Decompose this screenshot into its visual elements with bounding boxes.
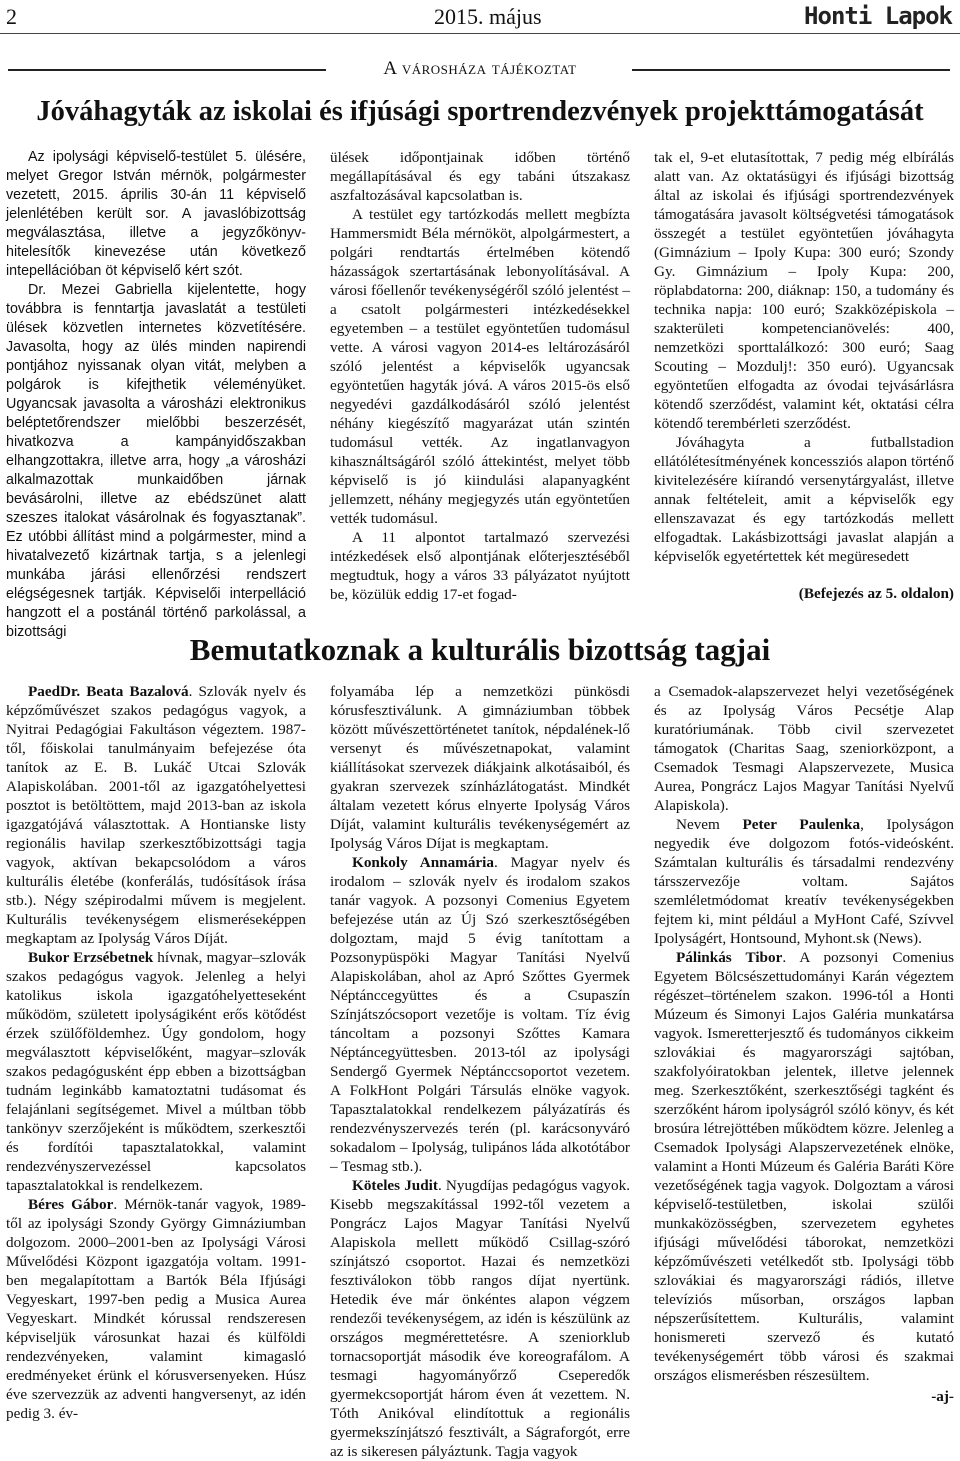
person-name: PaedDr. Beata Bazalová: [28, 683, 189, 700]
article1-paragraph: tak el, 9-et elutasítottak, 7 pedig még elbírálás alatt van. Az oktatásügyi és ifjúsági bizottság által az iskolai és ifjúsági sportrendezvények támogatására javasolt költségvetési támogatások összegét a testület egyöntetűen jóváhagyta (Gimnázium – Ipoly Kupa: 300 euró; Szondy Gy. Gimnázium – Ipoly Kupa: 200, röplabdatorna: 200, diáknap: 150, a tudomány és technika napja: 100 euró; Szakközépiskola – szakterületi kompetencianövelés: 400, nemzetközi sporttalálkozó: 300 euró; Saag Scouting – Mozdulj!: 350 euró). Ugyancsak egyöntetűen elfogadta az óvodai tejvásárlásra kötendő szerződést, valamint két, oktatási célra kötendő terembérleti szerződést.: [654, 149, 954, 432]
profile-text: . Magyar nyelv és irodalom – szlovák nyelv és irodalom szakos tanár vagyok. A pozsonyi Comenius Egyetem befejezése után az Új Szó szerkesztőségében dolgoztam, majd 5 évig tanítottam a Pozsonypüspöki Magyar Tanítási Nyelvű Alapiskolában, ahol az Apró Szőttes Gyermek Néptánccegyüttes és a Csupaszín Színjátszócsoport vezetője is voltam. Tíz évig táncoltam a pozsonyi Szőttes Kamara Néptáncegyüttesben. 2013-tól az ipolysági Sendergő Gyermek Néptáncсsoportot vezetem. A FolkHont Polgári Társulás elnöke vagyok. Tapasztalatokkal rendelkezem pályázatírás és rendezvényszervezés terén (pl. karácsonyváró sokadalom – Ipolyság, tulipános láda alkotótábor – Tesmag stb.).: [330, 854, 631, 1175]
article1-paragraph: A 11 alpontot tartalmazó szervezési intézkedések első alpontjának előterjesztéséből megtudtuk, hogy a város 33 pályázatot nyújtott be, közülük eddig 17-et fogad-: [330, 529, 630, 603]
article1-headline: Jóváhagyták az iskolai és ifjúsági sportrendezvények projekttámogatását: [36, 96, 924, 127]
continuation-note: (Befejezés az 5. oldalon): [798, 585, 954, 602]
section-rule-right: [632, 69, 950, 71]
article1-column-1: [6, 148, 306, 642]
person-name: Peter Paulenka: [742, 816, 861, 833]
profile-text: . A pozsonyi Comenius Egyetem Bölcsészettudományi Karán végeztem régészet–történelem szakon. 1996-tól a Honti Múzeum és Simonyi Lajos Galéria munkatársa vagyok. Ismeretterjesztő és tudományos cikkeim szlovákiai és magyarországi sajtóban, szakfolyóiratokban jelentek, illetve jelennek meg. Szerkesztőként, szerkesztőségi tagként és szerzőként három ipolyságról szóló könyv, és két brosúra létrejöttében működtem közre. Jelenleg a Csemadok Ipolysági Alapszervezetének elnöke, valamint a Honti Múzeum és Galéria Baráti Köre vezetőségének tagja vagyok. Dolgoztam a városi képviselő-testületben, iskolai szülői munkaközösségben, szervezetem egyhetes ifjúsági művelődési táborokat, nemzetközi képzőművészeti vetélkedőt stb. Ipolysági több szlovákiai és magyarországi rádiós, illetve televíziós műsorban, országos lapban népszerűsítettem. Kulturális, valamint honismereti szervező és kutató tevékenységemért több városi és szakmai országos elismerésben részesültem.: [654, 949, 954, 1384]
profile-paragraph: [654, 815, 954, 948]
article1-paragraph: Az ipolysági képviselő-testület 5. ülésére, melyet Gregor István mérnök, polgármester vezetett, 2015. április 30-án 11 képviselő jelenlétében került sor. A javaslóbizottság megválasztása, illetve a jegyzőkönyv-hitelesítők kinevezése után következő intepellációban öt képviselő kért szót.: [6, 149, 306, 279]
section-rule-left: [8, 69, 326, 71]
profile-paragraph: [330, 853, 630, 1176]
profile-text: . Nyugdíjas pedagógus vagyok. Kisebb megszakítással 1992-től vezetem a Pongrácz Lajos Magyar Tanítási Nyelvű Alapiskola mellett működő Csillag-szóró színjátszó csoportot. Hazai és nemzetközi fesztiválokon több rangos díjat nyertünk. Hetedik éve már önkéntes alapon végzem rendezői tevékenységem, az idén is készülünk az országos megmérettetésre. A szeniorklub tornacsoportját második éve koreografálom. A tesmagi hagyományőrző Cseperedők gyermekcsoportját három éven át vezettem. N. Tóth Anikóval elindítottuk a regionális gyermekszínjátszó fesztivált, a Ságraforgót, erre az is sikeresen pályáztunk. Tagja vagyok: [330, 1177, 631, 1460]
author-signature: -aj-: [931, 1388, 954, 1405]
section-title: A városháza tájékoztat: [383, 58, 577, 79]
profile-text: . Mérnök-tanár vagyok, 1989-től az ipolysági Szondy György Gimnáziumban dolgozom. 2000–2001-ben az Ipolysági Városi Művelődési Központ igazgatója voltam. 1991-ben megalapítottam a Bartók Béla Ifjúsági Vegyeskart, 1997-ben pedig a Musica Aurea Vegyeskart. Mindkét kórussal rendszeresen képviseljük városunkat hazai és külföldi rendezvényeken, valamint kimagasló eredményeket érünk el kórusversenyeken. Húsz éve szervezzük az adventi hangversenyt, az idén pedig 3. év-: [6, 1196, 306, 1422]
page-number: 2: [6, 4, 17, 29]
profile-paragraph: [6, 682, 306, 948]
person-name: Bukor Erzsébetnek: [28, 949, 154, 966]
article1-column-2: [330, 148, 630, 604]
profile-text: , Ipolyságon negyedik éve dolgozom fotós-videósként. Számtalan kulturális és társadalmi rendezvény társszervezője voltam. Sajátos szemléletmódomat kreatív tevékenységekben fejtem ki, mint például a MyHont Café, Szívvel Ipolyságért, Hontsound, Myhont.sk (News).: [654, 816, 954, 947]
profile-text: Nevem: [676, 816, 743, 833]
profile-paragraph: [330, 1176, 630, 1461]
section-heading: [0, 56, 960, 86]
profile-paragraph: folyamába lép a nemzetközi pünkösdi kórusfesztiválunk. A gimnáziumban többek között művészettörténetet tanítok, népdalének-lő versenyt és művészetnapokat, valamint kiállításokat szervezek diákjaink alkotásaiból, és gyakran szervezek színházlátogatást. Mindkét általam vezetett kórus elnyerte Ipolyság Város Díját, valamint kulturális tevékenységemért az Ipolyság Város Díjat is megkaptam.: [330, 683, 630, 852]
article2-headline: Bemutatkoznak a kulturális bizottság tagjai: [189, 632, 771, 667]
person-name: Köteles Judit: [352, 1177, 438, 1194]
profile-paragraph: [6, 948, 306, 1195]
article2-column-2: [330, 682, 630, 1461]
article1-paragraph: Jóváhagyta a futballstadion ellátólétesítményének koncessziós alapon történő kivitelezésére kiírandó versenytárgyalást, illetve annak feltételeit, amit a képviselők egy ellenszavazat és egy tartózkodás mellett elfogadtak. Lakásbizottsági javaslat alapján a képviselők egyetértettek két megüresedett: [654, 434, 954, 565]
masthead: Honti Lapok: [804, 2, 952, 30]
page-header: [0, 0, 960, 34]
profile-paragraph: a Csemadok-alapszervezet helyi vezetőségének és az Ipolyság Város Pecsétje Alap kuratóriumának. Több civil szervezetet támogatok (Charitas Saag, szeniorközpont, a Csemadok Tesmagi Alapszervezete, Musica Aurea, Pongrácz Lajos Magyar Tanítási Nyelvű Alapiskola).: [654, 683, 954, 814]
person-name: Béres Gábor: [28, 1196, 114, 1213]
header-rule: [0, 33, 960, 34]
person-name: Pálinkás Tibor: [676, 949, 783, 966]
article1-paragraph: A testület egy tartózkodás mellett megbízta Hammersmidt Béla mérnököt, alpolgármestert, a polgári rendtartás értelmében kötendő házasságok szertartásának lebonyolításával. A városi főellenőr tevékenységéről szóló jelentést – a csatolt polgármesteri intézkedésekkel egyetemben – a testület egyöntetűen tudomásul vette. A városi vagyon 2014-es leltározásáról szóló jelentést a képviselők ugyancsak egyöntetűen hagyták jóvá. A város 2015-ös első negyedévi gazdálkodásáról szóló jelentést néhány kiegészítő magyarázat után szintén tudomásul vették. Az ingatlanvagyon kihasználtságáról szóló áttekintést, melyet több képviselő is jó kiindulási alapanyagként jellemzett, néhány megjegyzés után egyöntetűen vették tudomásul.: [330, 206, 630, 527]
profile-text: hívnak, magyar–szlovák szakos pedagógus vagyok. Jelenleg a helyi katolikus iskola igazgatóhelyetteseként működöm, született ipolyságiként erős kötődést érzek szülőföldemhez. Úgy gondolom, hogy megválasztott képviselőként, magyar–szlovák szakos pedagógusként épp ebben a bizottságban tudnám leginkább kamatoztatni tudásomat és felajánlani segítségemet. Mivel a múltban több tankönyv szerzőjeként is működtem, szerkesztői és fordítói tapasztalatokkal, valamint rendezvényszervezéssel kapcsolatos tapasztalatokkal is rendelkezem.: [6, 949, 306, 1194]
article1-paragraph: ülések időpontjainak időben történő megállapításával és egy tabáni útszakasz aszfaltozásával kapcsolatban is.: [330, 149, 630, 204]
person-name: Konkoly Annamária: [352, 854, 494, 871]
article1-column-3: [654, 148, 954, 603]
profile-text: . Szlovák nyelv és képzőművészet szakos pedagógus vagyok, a Nyitrai Pedagógiai Fakultáson végeztem. 1987-től, főiskolai tanulmányaim befejezése óta tanítok az E. B. Lukáč Utcai Szlovák Alapiskolában. 2001-től az igazgatóhelyettesi posztot is betöltöttem, majd 2013-ban az iskola igazgatójává választottak. A Hontianske listy regionális havilap szerkesztőbizottsági tagja vagyok, aktívan bekapcsolódom a város kulturális életébe (konferálás, tudósítások írása stb.). Négy szépirodalmi művem is megjelent. Kulturális tevékenységem elismeréseképpen megkaptam az Ipolyság Város Díját.: [6, 683, 306, 947]
article2-column-1: [6, 682, 306, 1423]
article1-paragraph: Dr. Mezei Gabriella kijelentette, hogy továbbra is fenntartja javaslatát a testületi ülések közvetlen internetes közvetítésére. Javasolta, hogy az ülés minden napirendi pontjához nyissanak olyan vitát, melyben a polgárok is kifejthetik véleményüket. Ugyancsak javasolta a városházi elektronikus beléptetőrendszer mielőbbi beszerzését, hivatkozva a kampányidőszakban elhangzottakra, illetve arra, hogy „a városházi alkalmazottak munkaidőben járnak bevásárolni, illetve az ebédszünet alatt szeszes italokat vásárolnak és fogyasztanak”. Ez utóbbi állítást mind a polgármester, mind a hivatalvezető kizártnak tartja, s a jelenlegi munkába járási ellenőrzési rendszert elégségesnek tartják. Képviselői interpelláció hangzott el a postánál történő parkolással, a bizottsági: [6, 282, 306, 640]
profile-paragraph: [654, 948, 954, 1385]
issue-date: 2015. május: [434, 4, 542, 29]
article2-column-3: [654, 682, 954, 1406]
profile-paragraph: [6, 1195, 306, 1423]
